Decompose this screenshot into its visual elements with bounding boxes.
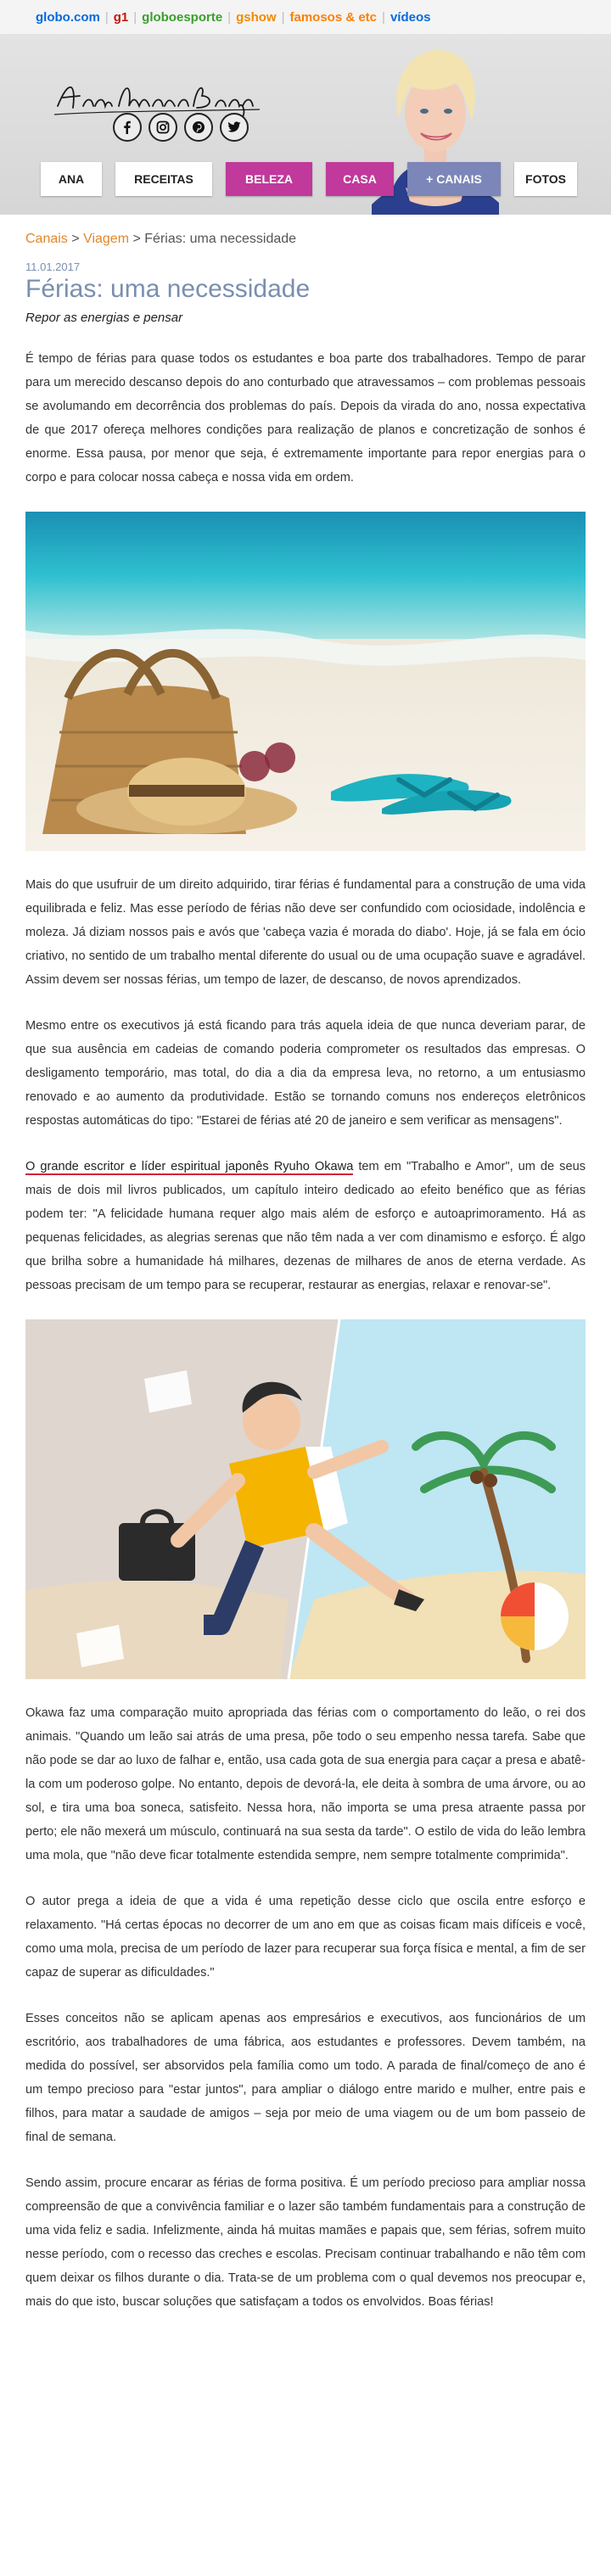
beach-photo — [25, 512, 586, 851]
topbar-separator: | — [382, 9, 385, 25]
main-nav — [41, 162, 577, 196]
article-paragraph — [25, 1155, 586, 1297]
globo-network-bar — [0, 0, 611, 35]
topbar-separator: | — [104, 9, 109, 25]
topbar-link-globoesporte[interactable]: globoesporte — [142, 9, 223, 25]
vacation-illustration — [25, 1319, 586, 1679]
breadcrumb — [25, 232, 586, 247]
topbar-separator: | — [227, 9, 232, 25]
breadcrumb-separator: > — [132, 232, 141, 246]
facebook-icon[interactable] — [113, 113, 142, 142]
breadcrumb-link-viagem[interactable]: Viagem — [83, 232, 130, 246]
nav-item-canais[interactable]: + CANAIS — [407, 162, 501, 196]
topbar-separator: | — [281, 9, 285, 25]
topbar-link-famosos[interactable]: famosos & etc — [289, 9, 378, 25]
topbar-link-gshow[interactable]: gshow — [236, 9, 277, 25]
social-links — [113, 113, 249, 142]
article-title: Férias: uma necessidade — [25, 275, 311, 303]
breadcrumb-separator: > — [71, 232, 80, 246]
nav-item-ana[interactable]: ANA — [41, 162, 102, 196]
pinterest-icon[interactable] — [184, 113, 213, 142]
article-subtitle: Repor as energias e pensar — [25, 311, 183, 325]
topbar-link-videos[interactable]: vídeos — [390, 9, 431, 25]
instagram-icon[interactable] — [149, 113, 177, 142]
breadcrumb-current: Férias: uma necessidade — [144, 232, 297, 246]
article-paragraph: Sendo assim, procure encarar as férias de forma positiva. É um período precioso para ampliar nossa compreensão de que a convivência familiar e o lazer são também fundamentais para a construção de uma vida feliz e sadia. Infelizmente, ainda há muitas mamães e papais que, sem férias, sofrem muito nesse período, com o recesso das creches e escolas. Precisam continuar trabalhando e não têm com quem deixar os filhos durante o dia. Trata-se de um problema com o qual devemos nos preocupar e, mais do que isto, buscar soluções que satisfaçam a todos os envolvidos. Boas férias! — [25, 2176, 586, 2309]
topbar-separator: | — [133, 9, 137, 25]
article-content — [0, 232, 611, 2314]
nav-item-beleza[interactable]: BELEZA — [226, 162, 312, 196]
topbar-link-globo[interactable]: globo.com — [36, 9, 100, 25]
article-paragraph: Esses conceitos não se aplicam apenas aos empresários e executivos, aos funcionários de um escritório, aos trabalhadores de uma fábrica, aos estudantes e professores. Devem também, na medida do possível, ser absorvidos pela família como um todo. A parada de final/começo de ano é um tempo precioso para "estar juntos", para ampliar o diálogo entre marido e mulher, entre pais e filhos, para matar a saudade de amigos – seja por meio de uma viagem ou de um bom passeio de final de semana. — [25, 2012, 586, 2144]
article-paragraph: É tempo de férias para quase todos os estudantes e boa parte dos trabalhadores. Tempo de parar para um merecido descanso depois do ano conturbado que atravessamos – com problemas pessoais se avolumando em decorrência dos problemas do país. Depois da virada do ano, nossa expectativa de que 2017 ofereça melhores condições para realização de planos e concretização de sonhos é enorme. Essa pausa, por menor que seja, é extremamente importante para repor energias para o corpo e para colocar nossa cabeça e nossa vida em ordem. — [25, 352, 586, 484]
article-paragraph: Mesmo entre os executivos já está ficando para trás aquela ideia de que nunca deveriam parar, de que sua ausência em cadeias de comando poderia comprometer os resultados das empresas. O desligamento temporário, mas total, do dia a dia da empresa leva, no retorno, a um entusiasmo renovado e ao aumento da produtividade. Estão se tornando comuns nos endereços eletrônicos respostas automáticas do tipo: "Estarei de férias até 20 de janeiro e sem verificar as mensagens". — [25, 1019, 586, 1128]
nav-item-fotos[interactable]: FOTOS — [514, 162, 577, 196]
article-paragraph: Mais do que usufruir de um direito adquirido, tirar férias é fundamental para a construção de uma vida equilibrada e feliz. Mas esse período de férias não deve ser confundido com ociosidade, indolência e moleza. Já diziam nossos pais e avós que 'cabeça vazia é morada do diabo'. Hoje, já se fala em ócio criativo, no sentido de um trabalho mental diferente do usual ou de uma ocupação suave e agradável. Assim devem ser nossas férias, um tempo de lazer, de descanso, de novos aprendizados. — [25, 878, 586, 987]
nav-item-casa[interactable]: CASA — [326, 162, 394, 196]
site-header — [0, 35, 611, 215]
nav-item-receitas[interactable]: RECEITAS — [115, 162, 212, 196]
paragraph-text: tem em "Trabalho e Amor", um de seus mais de dois mil livros publicados, um capítulo inteiro dedicado ao efeito benéfico que as férias podem ter: "A felicidade humana requer algo mais além de esforço e autoaprimoramento. Há as pequenas felicidades, as alegrias serenas que não têm nada a ver com dinamismo e esforço. É algo que brilha sobre a humanidade há milhares, dezenas de milhares de anos de eterna verdade. As pessoas precisam de um tempo para se recuperar, restaurar as energias, relaxar e renovar-se". — [25, 1160, 586, 1292]
twitter-icon[interactable] — [220, 113, 249, 142]
article-date: 11.01.2017 — [25, 260, 81, 273]
highlighted-quote-author[interactable]: O grande escritor e líder espiritual japonês Ryuho Okawa — [25, 1160, 354, 1173]
breadcrumb-link-canais[interactable]: Canais — [25, 232, 68, 246]
article-paragraph: Okawa faz uma comparação muito apropriada das férias com o comportamento do leão, o rei dos animais. "Quando um leão sai atrás de uma presa, põe todo o seu empenho nessa tarefa. Sabe que não pode se dar ao luxo de falhar e, então, usa cada gota de sua energia para caçar a presa e abatê-la com um poderoso golpe. No entanto, depois de devorá-la, ele deita à sombra de uma árvore, ou ao sol, e tira uma boa soneca, satisfeito. Nessa hora, não importa se uma presa atraente passa por perto; ele não mexerá um músculo, continuará na sua sesta da tarde". O estilo de vida do leão lembra uma mola, que "não deve ficar totalmente estendida sempre, nem sempre totalmente comprimida". — [25, 1706, 586, 1862]
topbar-link-g1[interactable]: g1 — [113, 9, 129, 25]
article-paragraph: O autor prega a ideia de que a vida é uma repetição desse ciclo que oscila entre esforço e relaxamento. "Há certas épocas no decorrer de um ano em que as coisas ficam mais difíceis e você, como uma mola, precisa de um período de lazer para recuperar sua força física e mental, a fim de ser capaz de superar as dificuldades." — [25, 1895, 586, 1980]
